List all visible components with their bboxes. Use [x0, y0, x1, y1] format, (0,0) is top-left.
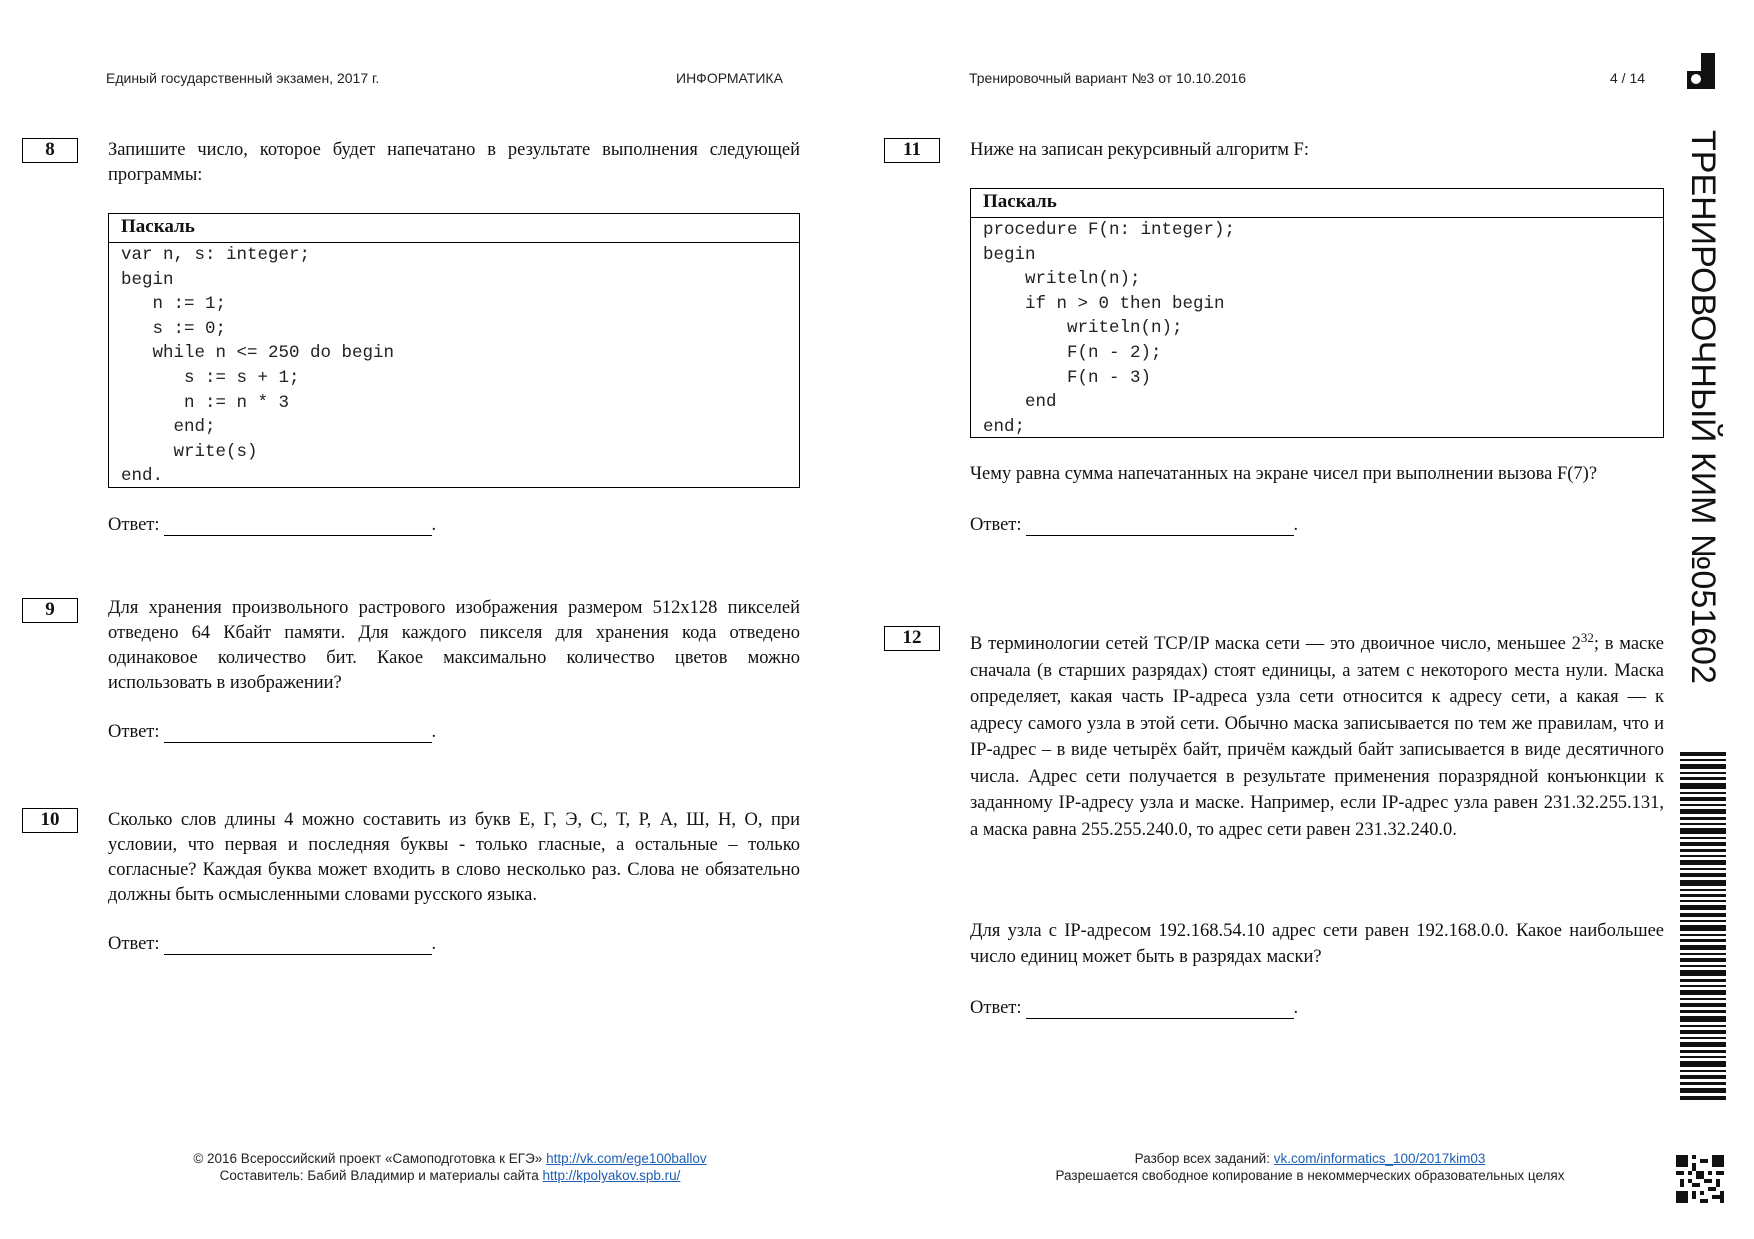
answer-label: Ответ: — [108, 722, 160, 742]
header-variant: Тренировочный вариант №3 от 10.10.2016 — [969, 70, 1247, 86]
task-12-text-a: В терминологии сетей TCP/IP маска сети — это двоичное число, меньшее 2 — [970, 634, 1581, 655]
answer-label: Ответ: — [108, 515, 160, 535]
task-8-code-box — [108, 213, 800, 488]
task-9-number: 9 — [22, 598, 78, 623]
header-exam-title: Единый государственный экзамен, 2017 г. — [106, 70, 380, 86]
task-10-text: Сколько слов длины 4 можно составить из букв Е, Г, Э, С, Т, Р, А, Ш, Н, О, при условии, что первая и последняя буквы - только гласные, а остальные – только согласные? Каждая буква может входить в слово несколько раз. Слова не обязательно должны быть осмысленными словами русского языка. — [108, 810, 800, 905]
task-11-code-language: Паскаль — [971, 189, 1663, 218]
task-11-code-box — [970, 188, 1664, 438]
footer-vk-link[interactable]: http://vk.com/ege100ballov — [546, 1151, 707, 1166]
task-9-text: Для хранения произвольного растрового изображения размером 512x128 пикселей отведено 64 Кбайт памяти. Для каждого пикселя для хранения кода отведено одинаковое количество бит. Какое максимально количество цветов можно использовать в изображении? — [108, 598, 800, 693]
answer-line[interactable] — [164, 934, 432, 955]
footer-author: Составитель: Бабий Владимир и материалы сайта — [219, 1168, 539, 1183]
answer-line[interactable] — [1026, 515, 1294, 536]
answer-end: . — [1293, 515, 1299, 535]
task-8-answer[interactable] — [108, 515, 436, 536]
footer-polyakov-link[interactable]: http://kpolyakov.spb.ru/ — [542, 1168, 681, 1183]
footer-left — [130, 1150, 770, 1184]
task-12-answer[interactable] — [970, 998, 1298, 1019]
side-variant-title: ТРЕНИРОВОЧНЫЙ КИМ №051602 — [1684, 130, 1722, 684]
task-9-answer[interactable] — [108, 722, 436, 743]
footer-review-link[interactable]: vk.com/informatics_100/2017kim03 — [1273, 1151, 1486, 1166]
answer-end: . — [1293, 998, 1299, 1018]
header-page-number: 4 / 14 — [1610, 70, 1646, 86]
task-10-number: 10 — [22, 808, 78, 833]
task-10-answer[interactable] — [108, 934, 436, 955]
task-8-text: Запишите число, которое будет напечатано в результате выполнения следующей программы: — [108, 140, 800, 185]
footer-project: © 2016 Всероссийский проект «Самоподготовка к ЕГЭ» — [193, 1151, 543, 1166]
answer-label: Ответ: — [970, 515, 1022, 535]
task-11-code: procedure F(n: integer); begin writeln(n); if n > 0 then begin writeln(n); F(n - 2); F(n - 3) end end; — [983, 220, 1236, 437]
footer-right — [1000, 1150, 1620, 1184]
task-12-question: Для узла с IP-адресом 192.168.54.10 адрес сети равен 192.168.0.0. Какое наибольшее число единиц может быть в разрядах маски? — [970, 921, 1664, 967]
answer-label: Ответ: — [108, 934, 160, 954]
task-12-text-b: ; в маске сначала (в старших разрядах) стоят единицы, а затем с некоторого места нули. Маска определяет, какая часть IP-адреса узла сети относится к адресу сети, а какая — к адресу самого узла в этой сети. Обычно маска записывается по тем же правилам, что и IP-адрес – в виде четырёх байт, причём каждый байт записывается в виде десятичного числа. Адрес сети получается в результате применения поразрядной конъюнкции к заданному IP-адресу узла и маске. Например, если IP-адрес узла равен 231.32.255.131, а маска равна 255.255.240.0, то адрес сети равен 231.32.240.0. — [970, 634, 1664, 840]
exam-logo-icon — [1687, 53, 1715, 89]
task-11-question: Чему равна сумма напечатанных на экране чисел при выполнении вызова F(7)? — [970, 464, 1598, 484]
answer-line[interactable] — [1026, 998, 1294, 1019]
qr-code-icon — [1676, 1155, 1724, 1203]
task-11-answer[interactable] — [970, 515, 1298, 536]
answer-end: . — [431, 515, 437, 535]
answer-line[interactable] — [164, 722, 432, 743]
answer-end: . — [431, 722, 437, 742]
footer-review: Разбор всех заданий: — [1134, 1151, 1270, 1166]
answer-label: Ответ: — [970, 998, 1022, 1018]
header-subject: ИНФОРМАТИКА — [676, 70, 783, 86]
task-8-code-language: Паскаль — [109, 214, 799, 243]
task-11-number: 11 — [884, 138, 940, 163]
answer-line[interactable] — [164, 515, 432, 536]
task-8-code: var n, s: integer; begin n := 1; s := 0; while n <= 250 do begin s := s + 1; n := n * 3 end; write(s) end. — [121, 245, 395, 487]
task-12-number: 12 — [884, 626, 940, 651]
task-11-text: Ниже на записан рекурсивный алгоритм F: — [970, 140, 1309, 160]
task-12-exponent: 32 — [1580, 630, 1594, 645]
barcode-icon — [1680, 752, 1726, 1100]
task-8-number: 8 — [22, 138, 78, 163]
footer-license: Разрешается свободное копирование в некоммерческих образовательных целях — [1055, 1168, 1565, 1183]
answer-end: . — [431, 934, 437, 954]
task-12-text — [970, 625, 1664, 843]
